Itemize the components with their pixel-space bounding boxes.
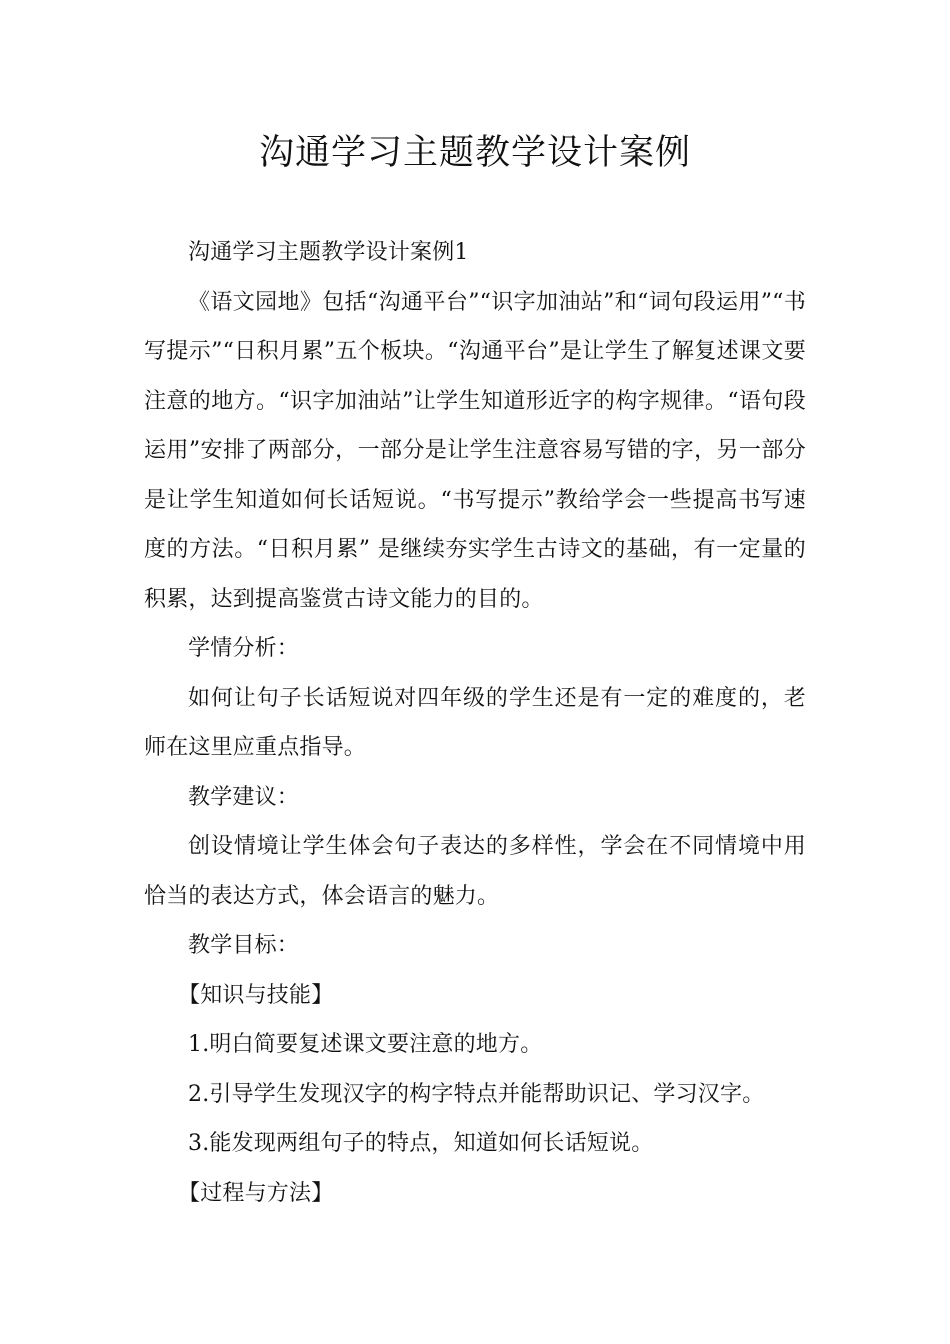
section-process-method: 【过程与方法】 [178, 1180, 334, 1206]
list-item-goal-2: 2.引导学生发现汉字的构字特点并能帮助识记、学习汉字。 [188, 1081, 765, 1107]
paragraph-overview: 《语文园地》包括“沟通平台”“识字加油站”和“词句段运用”“书写提示”“日积月累”五个板块。“沟通平台”是让学生了解复述课文要注意的地方。“识字加油站”让学生知道形近字的构字规律。“语句段运用”安排了两部分，一部分是让学生注意容易写错的字，另一部分是让学生知道如何长话短说。“书写提示”教给学会一些提高书写速度的方法。“日积月累” 是继续夯实学生古诗文的基础，有一定量的积累，达到提高鉴赏古诗文能力的目的。 [144, 289, 806, 612]
list-item-goal-3: 3.能发现两组句子的特点，知道如何长话短说。 [188, 1131, 654, 1156]
heading-learning-analysis: 学情分析： [188, 636, 300, 661]
section-knowledge-skills: 【知识与技能】 [178, 982, 334, 1008]
paragraph-subtitle: 沟通学习主题教学设计案例1 [188, 240, 469, 265]
list-item-goal-1: 1.明白简要复述课文要注意的地方。 [188, 1032, 543, 1057]
paragraph-teaching-suggestion: 创设情境让学生体会句子表达的多样性，学会在不同情境中用恰当的表达方式，体会语言的魅力。 [144, 834, 806, 909]
heading-teaching-suggestion: 教学建议： [188, 784, 300, 810]
paragraph-learning-analysis: 如何让句子长话短说对四年级的学生还是有一定的难度的，老师在这里应重点指导。 [144, 685, 806, 760]
heading-teaching-goals: 教学目标： [188, 933, 300, 958]
document-title: 沟通学习主题教学设计案例 [258, 133, 691, 173]
document-body [144, 228, 806, 1218]
